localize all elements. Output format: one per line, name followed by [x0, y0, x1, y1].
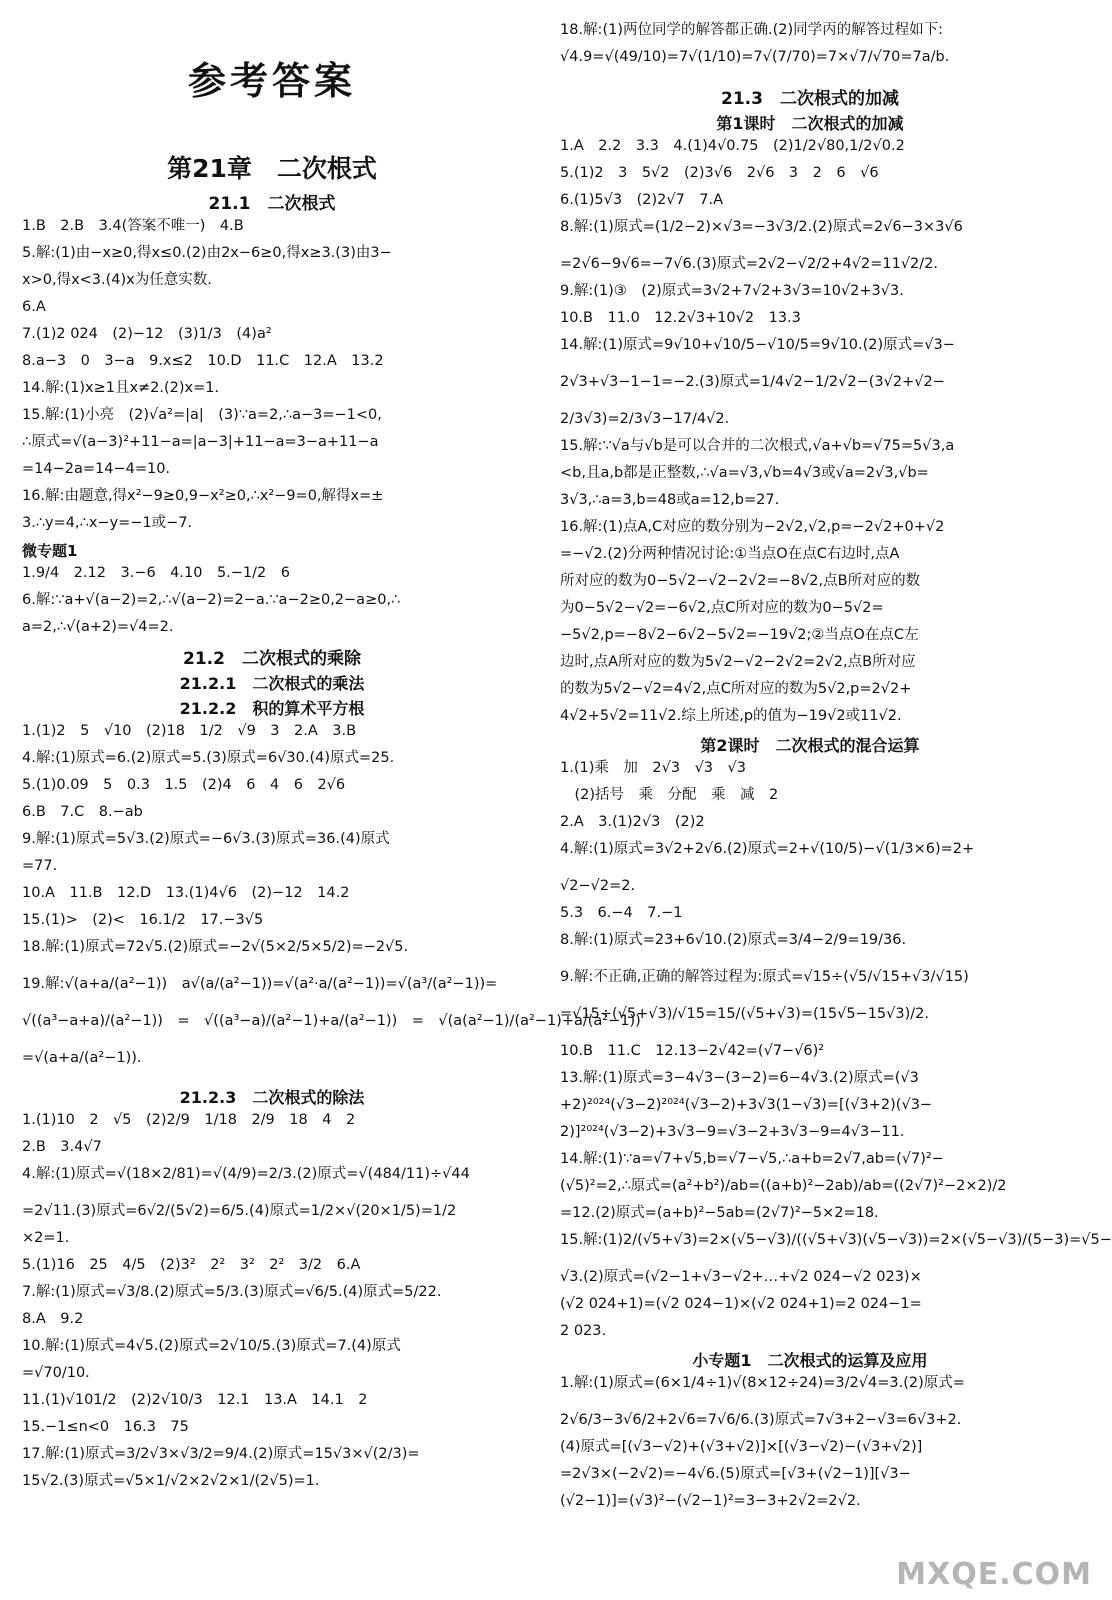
answer-line: 14.解:(1)原式=9√10+√10/5−√10/5=9√10.(2)原式=√3−: [560, 337, 955, 353]
answer-line: =√15÷(√5+√3)/√15=15/(√5+√3)=(15√5−15√3)/2.: [560, 1006, 929, 1022]
answer-line: =√70/10.: [22, 1365, 90, 1381]
answer-line: (4)原式=[(√3−√2)+(√3+√2)]×[(√3−√2)−(√3+√2)]: [560, 1439, 923, 1455]
answer-line: 6.(1)5√3 (2)2√7 7.A: [560, 192, 724, 208]
subsection-heading: 第1课时 二次根式的加减: [716, 114, 904, 133]
answer-line: +2)²⁰²⁴(√3−2)²⁰²⁴(√3−2)+3√3(1−√3)=[(√3+2)(√3−: [560, 1097, 933, 1113]
answer-line: √3.(2)原式=(√2−1+√3−√2+…+√2 024−√2 023)×: [560, 1269, 922, 1285]
answer-line: 边时,点A所对应的数为5√2−√2−2√2=2√2,点B所对应: [560, 654, 916, 670]
answer-line: 1.9/4 2.12 3.−6 4.10 5.−1/2 6: [22, 565, 290, 581]
right-column: [560, 20, 1112, 1518]
answer-line: ×2=1.: [22, 1230, 70, 1246]
subsection-heading: 21.2.1 二次根式的乘法: [179, 674, 365, 693]
answer-line: 11.(1)√101/2 (2)2√10/3 12.1 13.A 14.1 2: [22, 1392, 368, 1408]
answer-line: =2√11.(3)原式=6√2/(5√2)=6/5.(4)原式=1/2×√(20×1/5)=1/2: [22, 1203, 457, 1219]
answer-line: 6.A: [22, 299, 46, 315]
answer-line: 19.解:√(a+a/(a²−1)) a√(a/(a²−1))=√(a²·a/(a²−1))=√(a³/(a²−1))=: [22, 976, 498, 992]
answer-line: 8.解:(1)原式=23+6√10.(2)原式=3/4−2/9=19/36.: [560, 932, 907, 948]
answer-line: 4.解:(1)原式=3√2+2√6.(2)原式=2+√(10/5)−√(1/3×6)=2+: [560, 841, 975, 857]
answer-line: x>0,得x<3.(4)x为任意实数.: [22, 272, 212, 288]
section-heading: 21.2 二次根式的乘除: [183, 649, 361, 669]
answer-line: 7.(1)2 024 (2)−12 (3)1/3 (4)a²: [22, 326, 272, 342]
answer-line: 6.解:∵a+√(a−2)=2,∴√(a−2)=2−a.∵a−2≥0,2−a≥0,∴: [22, 592, 401, 608]
answer-line: 所对应的数为0−5√2−√2−2√2=−8√2,点B所对应的数: [560, 573, 921, 589]
answer-line: 10.A 11.B 12.D 13.(1)4√6 (2)−12 14.2: [22, 885, 350, 901]
answer-line: 5.(1)16 25 4/5 (2)3² 2² 3² 2² 3/2 6.A: [22, 1257, 361, 1273]
answer-line: −5√2,p=−8√2−6√2−5√2=−19√2;②当点O在点C左: [560, 627, 919, 643]
watermark-logo: MXQE.COM: [896, 1557, 1092, 1592]
answer-line: a=2,∴√(a+2)=√4=2.: [22, 619, 174, 635]
answer-line: 5.解:(1)由−x≥0,得x≤0.(2)由2x−6≥0,得x≥3.(3)由3−: [22, 245, 392, 261]
chapter-heading: 第21章 二次根式: [167, 154, 377, 183]
answer-line: 16.解:由题意,得x²−9≥0,9−x²≥0,∴x²−9=0,解得x=±: [22, 488, 384, 504]
answer-line: 3.∴y=4,∴x−y=−1或−7.: [22, 515, 193, 531]
answer-line: 14.解:(1)∵a=√7+√5,b=√7−√5,∴a+b=2√7,ab=(√7)²−: [560, 1151, 944, 1167]
answer-line: 1.A 2.2 3.3 4.(1)4√0.75 (2)1/2√80,1/2√0.2: [560, 138, 905, 154]
answer-line: 2/3√3)=2/3√3−17/4√2.: [560, 411, 730, 427]
answer-line: =77.: [22, 858, 58, 874]
answer-line: 2.B 3.4√7: [22, 1139, 102, 1155]
answer-line: 10.B 11.C 12.13−2√42=(√7−√6)²: [560, 1043, 825, 1059]
answer-line: (2)括号 乘 分配 乘 减 2: [560, 787, 779, 803]
answer-line: 的数为5√2−√2=4√2,点C所对应的数为5√2,p=2√2+: [560, 681, 912, 697]
answer-line: 1.(1)乘 加 2√3 √3 √3: [560, 760, 746, 776]
answer-line: 5.(1)0.09 5 0.3 1.5 (2)4 6 4 6 2√6: [22, 777, 346, 793]
topic-heading: 微专题1: [22, 542, 78, 560]
answer-line: 4.解:(1)原式=√(18×2/81)=√(4/9)=2/3.(2)原式=√(484/11)÷√44: [22, 1166, 470, 1182]
section-heading: 21.3 二次根式的加减: [721, 89, 899, 109]
answer-line: √((a³−a+a)/(a²−1)) = √((a³−a)/(a²−1)+a/(a²−1)) = √(a(a²−1)/(a²−1)+a/(a²−1)): [22, 1013, 641, 1029]
answer-line: 3√3,∴a=3,b=48或a=12,b=27.: [560, 492, 780, 508]
answer-line: 5.3 6.−4 7.−1: [560, 905, 683, 921]
answer-line: 4√2+5√2=11√2.综上所述,p的值为−19√2或11√2.: [560, 708, 902, 724]
answer-line: ∴原式=√(a−3)²+11−a=|a−3|+11−a=3−a+11−a: [22, 434, 379, 450]
answer-line: 6.B 7.C 8.−ab: [22, 804, 143, 820]
answer-line: 7.解:(1)原式=√3/8.(2)原式=5/3.(3)原式=√6/5.(4)原式=5/22.: [22, 1284, 442, 1300]
answer-line: =2√3×(−2√2)=−4√6.(5)原式=[√3+(√2−1)][√3−: [560, 1466, 911, 1482]
subsection-heading: 21.2.3 二次根式的除法: [179, 1088, 365, 1107]
answer-line: 2 023.: [560, 1323, 607, 1339]
answer-line: 1.(1)2 5 √10 (2)18 1/2 √9 3 2.A 3.B: [22, 723, 357, 739]
subsection-heading: 小专题1 二次根式的运算及应用: [692, 1351, 928, 1370]
answer-line: √2−√2=2.: [560, 878, 636, 894]
answer-line: 10.B 11.0 12.2√3+10√2 13.3: [560, 310, 801, 326]
answer-line: =√(a+a/(a²−1)).: [22, 1050, 142, 1066]
answer-line: 2√6/3−3√6/2+2√6=7√6/6.(3)原式=7√3+2−√3=6√3+2.: [560, 1412, 962, 1428]
answer-line: =2√6−9√6=−7√6.(3)原式=2√2−√2/2+4√2=11√2/2.: [560, 256, 939, 272]
answer-line: 8.解:(1)原式=(1/2−2)×√3=−3√3/2.(2)原式=2√6−3×3√6: [560, 219, 963, 235]
answer-line: (√2−1)]=(√3)²−(√2−1)²=3−3+2√2=2√2.: [560, 1493, 861, 1509]
answer-line: 1.(1)10 2 √5 (2)2/9 1/18 2/9 18 4 2: [22, 1112, 356, 1128]
answer-line: 2√3+√3−1−1=−2.(3)原式=1/4√2−1/2√2−(3√2+√2−: [560, 374, 945, 390]
answer-line: 2)]²⁰²⁴(√3−2)+3√3−9=√3−2+3√3−9=4√3−11.: [560, 1124, 905, 1140]
answer-line: <b,且a,b都是正整数,∴√a=√3,√b=4√3或√a=2√3,√b=: [560, 465, 929, 481]
answer-line: 8.a−3 0 3−a 9.x≤2 10.D 11.C 12.A 13.2: [22, 353, 384, 369]
subsection-heading: 21.2.2 积的算术平方根: [179, 699, 365, 718]
answer-line: 15.−1≤n<0 16.3 75: [22, 1419, 189, 1435]
answer-line: 15√2.(3)原式=√5×1/√2×2√2×1/(2√5)=1.: [22, 1473, 320, 1489]
answer-line: 5.(1)2 3 5√2 (2)3√6 2√6 3 2 6 √6: [560, 165, 879, 181]
answer-line: 4.解:(1)原式=6.(2)原式=5.(3)原式=6√30.(4)原式=25.: [22, 750, 395, 766]
answer-line: 9.解:不正确,正确的解答过程为:原式=√15÷(√5/√15+√3/√15): [560, 969, 969, 985]
answer-line: =−√2.(2)分两种情况讨论:①当点O在点C右边时,点A: [560, 546, 900, 562]
answer-line: 9.解:(1)③ (2)原式=3√2+7√2+3√3=10√2+3√3.: [560, 283, 904, 299]
answer-line: 2.A 3.(1)2√3 (2)2: [560, 814, 705, 830]
answer-line: 15.(1)> (2)< 16.1/2 17.−3√5: [22, 912, 264, 928]
subsection-heading: 第2课时 二次根式的混合运算: [700, 736, 920, 755]
answer-line: 14.解:(1)x≥1且x≠2.(2)x=1.: [22, 380, 220, 396]
answer-line: 8.A 9.2: [22, 1311, 84, 1327]
answer-line: =12.(2)原式=(a+b)²−5ab=(2√7)²−5×2=18.: [560, 1205, 879, 1221]
answer-line: 13.解:(1)原式=3−4√3−(3−2)=6−4√3.(2)原式=(√3: [560, 1070, 919, 1086]
answer-line: (√2 024+1)=(√2 024−1)×(√2 024+1)=2 024−1=: [560, 1296, 922, 1312]
answer-line: √4.9=√(49/10)=7√(1/10)=7√(7/70)=7×√7/√70=7a/b.: [560, 49, 950, 65]
answer-line: 1.B 2.B 3.4(答案不唯一) 4.B: [22, 218, 244, 234]
answer-line: 18.解:(1)两位同学的解答都正确.(2)同学丙的解答过程如下:: [560, 22, 944, 38]
document-title: 参考答案: [187, 59, 356, 103]
answer-line: 15.解:(1)2/(√5+√3)=2×(√5−√3)/((√5+√3)(√5−√3))=2×(√5−√3)/(5−3)=√5−: [560, 1232, 1112, 1248]
answer-line: 15.解:(1)小亮 (2)√a²=|a| (3)∵a=2,∴a−3=−1<0,: [22, 407, 382, 423]
answer-line: 16.解:(1)点A,C对应的数分别为−2√2,√2,p=−2√2+0+√2: [560, 519, 945, 535]
answer-line: 9.解:(1)原式=5√3.(2)原式=−6√3.(3)原式=36.(4)原式: [22, 831, 390, 847]
answer-line: 1.解:(1)原式=(6×1/4÷1)√(8×12÷24)=3/2√4=3.(2)原式=: [560, 1375, 965, 1391]
answer-line: (√5)²=2,∴原式=(a²+b²)/ab=((a+b)²−2ab)/ab=((2√7)²−2×2)/2: [560, 1178, 1007, 1194]
answer-line: 17.解:(1)原式=3/2√3×√3/2=9/4.(2)原式=15√3×√(2/3)=: [22, 1446, 420, 1462]
answer-line: 为0−5√2−√2=−6√2,点C所对应的数为0−5√2=: [560, 600, 884, 616]
right-content: [560, 20, 1112, 1512]
answer-line: 10.解:(1)原式=4√5.(2)原式=2√10/5.(3)原式=7.(4)原式: [22, 1338, 401, 1354]
answer-line: 15.解:∵√a与√b是可以合并的二次根式,√a+√b=√75=5√3,a: [560, 438, 955, 454]
section-heading: 21.1 二次根式: [208, 194, 336, 214]
answer-line: 18.解:(1)原式=72√5.(2)原式=−2√(5×2/5×5/2)=−2√5.: [22, 939, 409, 955]
answer-line: =14−2a=14−4=10.: [22, 461, 171, 477]
